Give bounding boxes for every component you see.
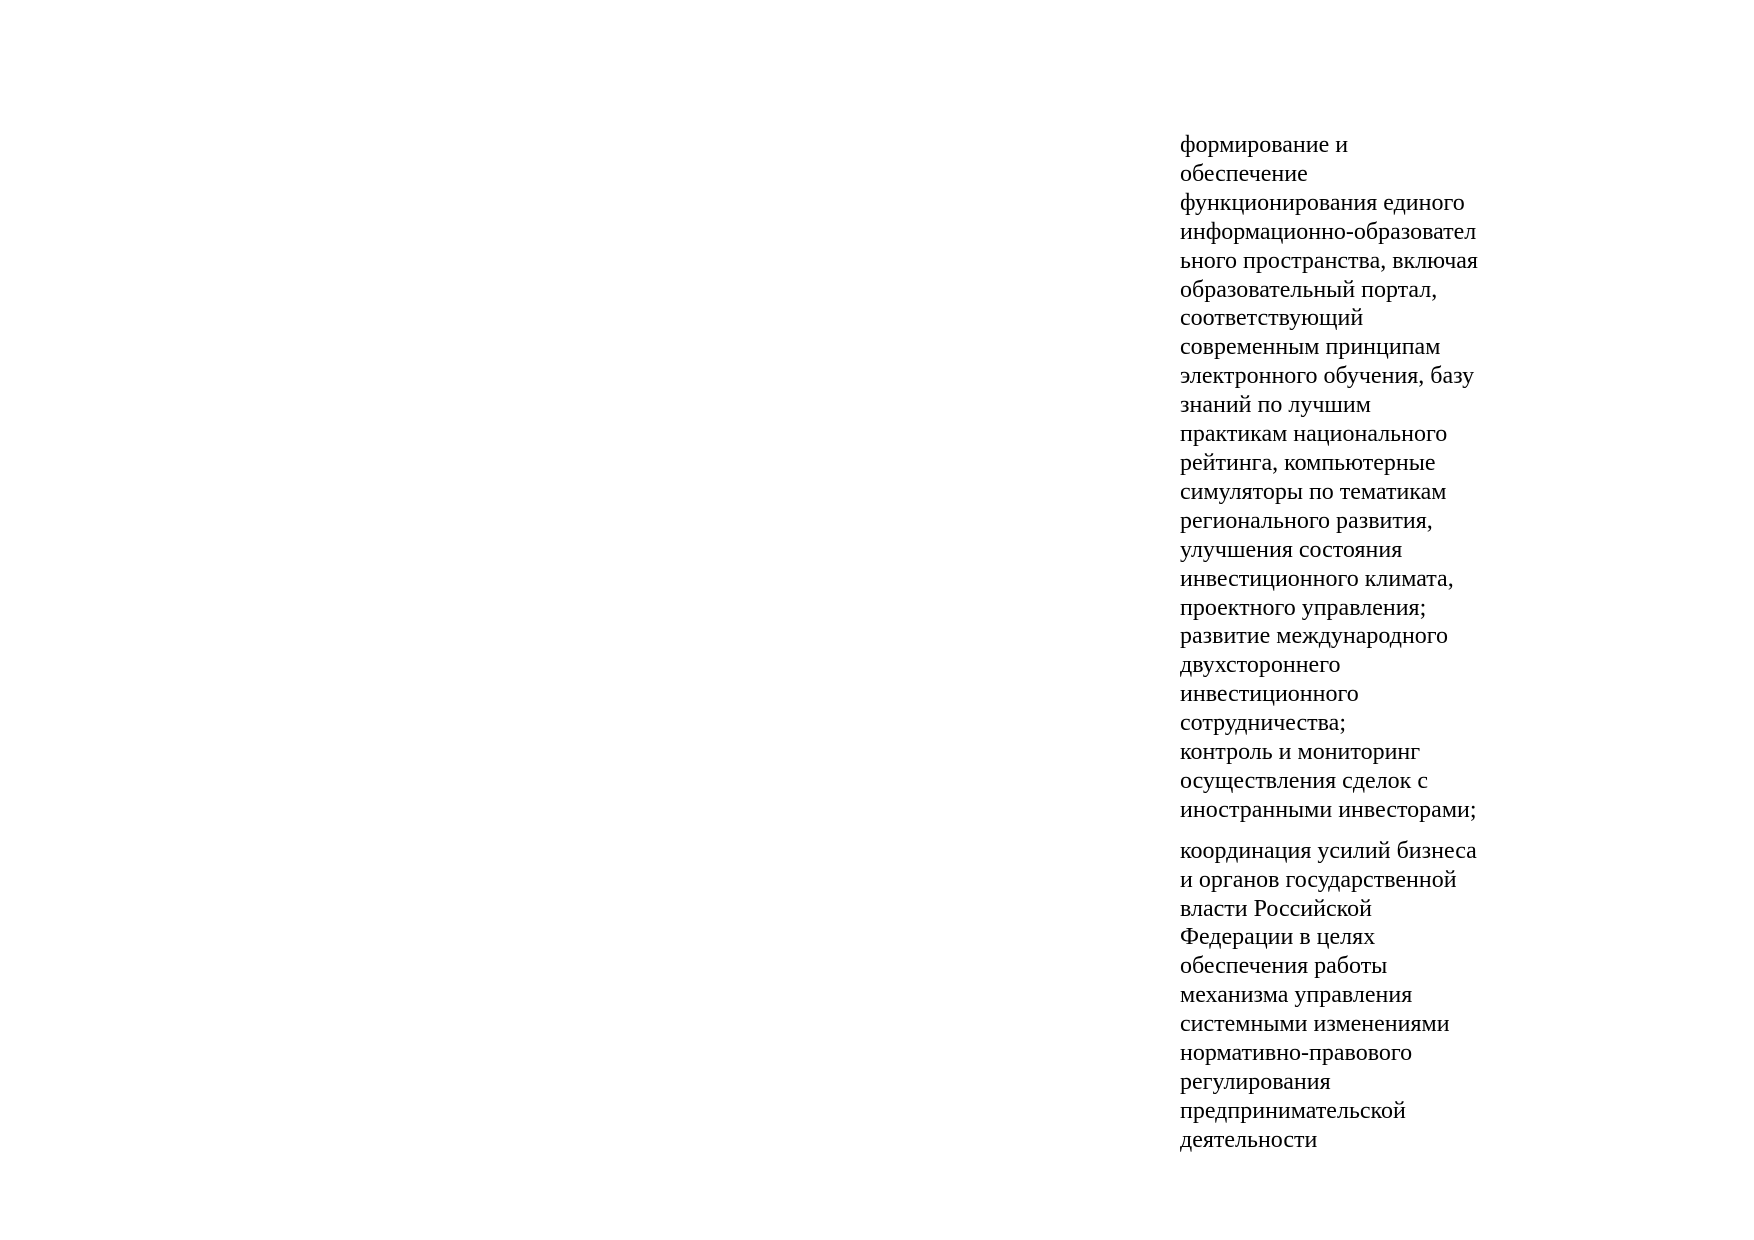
text-line: ьного пространства, включая (1180, 247, 1478, 274)
text-line: инвестиционного (1180, 681, 1359, 708)
text-line: координация усилий бизнеса (1180, 837, 1477, 864)
text-line: двухстороннего (1180, 652, 1341, 679)
text-line: симуляторы по тематикам (1180, 478, 1447, 505)
text-line: современным принципам (1180, 334, 1441, 361)
text-line: Федерации в целях (1180, 924, 1376, 951)
text-column (1180, 131, 1580, 1155)
text-line: инвестиционного климата, (1180, 565, 1454, 592)
text-line: образовательный портал, (1180, 276, 1438, 303)
text-line: проектного управления; (1180, 594, 1427, 621)
text-line: регионального развития, (1180, 507, 1433, 534)
text-line: нормативно-правового (1180, 1040, 1413, 1067)
text-line: механизма управления (1180, 982, 1413, 1009)
text-line: сотрудничества; (1180, 710, 1346, 737)
text-line: информационно-образовател (1180, 218, 1477, 245)
text-line: и органов государственной (1180, 866, 1457, 893)
text-line: иностранными инвесторами; (1180, 796, 1477, 823)
text-line: системными изменениями (1180, 1011, 1450, 1038)
text-line: знаний по лучшим (1180, 392, 1371, 419)
text-line: деятельности (1180, 1126, 1318, 1153)
paragraph-2 (1180, 837, 1580, 1155)
text-line: регулирования (1180, 1069, 1331, 1095)
text-line: соответствующий (1180, 305, 1364, 332)
text-line: практикам национального (1180, 421, 1448, 448)
text-line: электронного обучения, базу (1180, 363, 1475, 390)
paragraph-1 (1180, 131, 1580, 825)
text-line: предпринимательской (1180, 1097, 1406, 1124)
text-line: функционирования единого (1180, 189, 1465, 216)
text-line: осуществления сделок с (1180, 767, 1428, 794)
text-line: обеспечения работы (1180, 953, 1388, 980)
text-line: контроль и мониторинг (1180, 739, 1421, 766)
text-line: развитие международного (1180, 623, 1449, 650)
text-line: формирование и (1180, 132, 1349, 158)
text-line: рейтинга, компьютерные (1180, 449, 1436, 476)
text-line: улучшения состояния (1180, 536, 1403, 563)
text-line: обеспечение (1180, 160, 1308, 187)
text-line: власти Российской (1180, 895, 1372, 922)
